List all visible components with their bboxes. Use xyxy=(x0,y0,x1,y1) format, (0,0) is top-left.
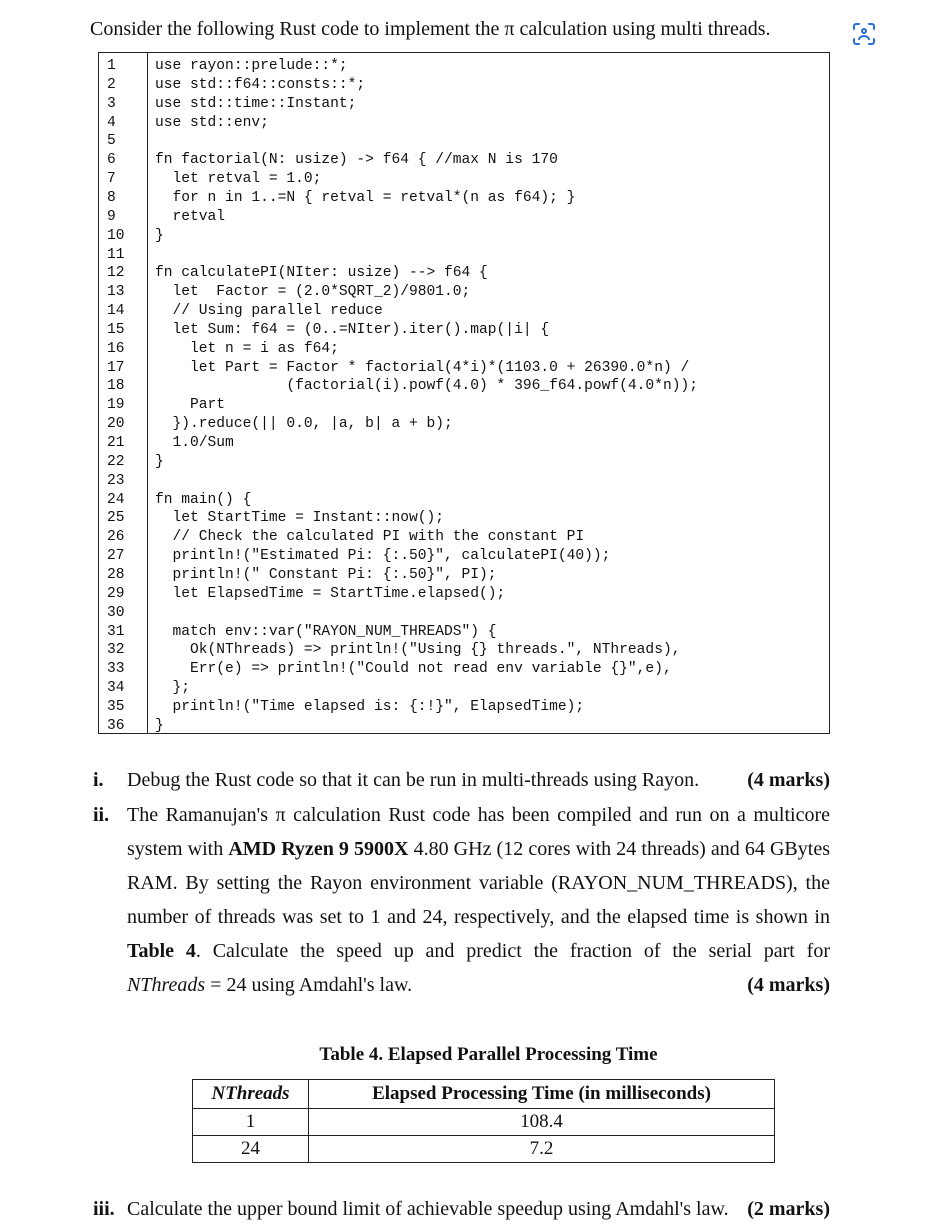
question-line: The Ramanujan's π calculation Rust code has been compiled and run on a multicore xyxy=(127,804,830,826)
line-number: 5 xyxy=(107,133,116,150)
code-line xyxy=(99,717,831,736)
code-line xyxy=(99,566,831,585)
code-line xyxy=(99,283,831,302)
time-cell: 108.4 xyxy=(309,1109,775,1136)
code-line xyxy=(99,396,831,415)
code-line xyxy=(99,641,831,660)
line-number: 14 xyxy=(107,303,125,320)
code-line xyxy=(99,340,831,359)
results-table xyxy=(192,1079,775,1163)
line-number: 3 xyxy=(107,95,116,112)
question-marks: (4 marks) xyxy=(747,974,830,996)
question-marks: (4 marks) xyxy=(747,769,830,791)
line-number: 33 xyxy=(107,661,125,678)
code-line xyxy=(99,604,831,623)
question-line: number of threads was set to 1 and 24, respectively, and the elapsed time is shown in xyxy=(127,906,830,928)
code-text: Part xyxy=(155,397,226,414)
line-number: 35 xyxy=(107,698,125,715)
question-number: ii. xyxy=(93,804,110,826)
line-number: 16 xyxy=(107,340,125,357)
code-text: use std::time::Instant; xyxy=(155,95,357,112)
code-line xyxy=(99,302,831,321)
code-text: let retval = 1.0; xyxy=(155,171,322,188)
code-text: } xyxy=(155,453,164,470)
code-line xyxy=(99,359,831,378)
code-line xyxy=(99,453,831,472)
scan-text-icon[interactable] xyxy=(852,22,876,46)
code-text: let Sum: f64 = (0..=NIter).iter().map(|i| { xyxy=(155,321,550,338)
line-number: 34 xyxy=(107,680,125,697)
line-number: 1 xyxy=(107,58,116,74)
line-number: 4 xyxy=(107,114,116,131)
code-text: match env::var("RAYON_NUM_THREADS") { xyxy=(155,623,497,640)
time-cell: 7.2 xyxy=(309,1136,775,1163)
code-text: retval xyxy=(155,208,226,225)
threads-cell: 1 xyxy=(193,1109,309,1136)
code-text: } xyxy=(155,227,164,244)
table-title: Table 4. Elapsed Parallel Processing Time xyxy=(319,1044,658,1065)
code-listing xyxy=(98,52,830,734)
line-number: 24 xyxy=(107,491,125,508)
code-line xyxy=(99,189,831,208)
code-text: use std::env; xyxy=(155,114,269,131)
line-number: 11 xyxy=(107,246,125,263)
code-line xyxy=(99,415,831,434)
line-number: 12 xyxy=(107,265,125,282)
code-line xyxy=(99,509,831,528)
code-line xyxy=(99,132,831,151)
line-number: 2 xyxy=(107,76,116,93)
line-number: 17 xyxy=(107,359,125,376)
question-ii xyxy=(93,798,830,1008)
line-number: 29 xyxy=(107,585,125,602)
line-number: 32 xyxy=(107,642,125,659)
code-text: (factorial(i).powf(4.0) * 396_f64.powf(4.0*n)); xyxy=(155,378,698,395)
code-line xyxy=(99,321,831,340)
code-line xyxy=(99,151,831,170)
line-number: 30 xyxy=(107,604,125,621)
code-text: Ok(NThreads) => println!("Using {} threads.", NThreads), xyxy=(155,642,681,659)
column-header-threads: NThreads xyxy=(193,1080,309,1109)
code-line xyxy=(99,227,831,246)
code-line xyxy=(99,528,831,547)
code-line xyxy=(99,377,831,396)
code-line xyxy=(99,95,831,114)
line-number: 7 xyxy=(107,171,116,188)
code-line xyxy=(99,585,831,604)
line-number: 25 xyxy=(107,510,125,527)
code-line xyxy=(99,208,831,227)
code-text: let n = i as f64; xyxy=(155,340,339,357)
line-number: 13 xyxy=(107,284,125,301)
code-line xyxy=(99,264,831,283)
line-number: 22 xyxy=(107,453,125,470)
question-number: i. xyxy=(93,769,104,791)
question-number: iii. xyxy=(93,1198,115,1220)
column-header-time: Elapsed Processing Time (in milliseconds) xyxy=(309,1080,775,1109)
code-text: // Using parallel reduce xyxy=(155,303,383,320)
code-text: fn factorial(N: usize) -> f64 { //max N is 170 xyxy=(155,152,558,169)
code-text: fn main() { xyxy=(155,491,252,508)
code-line xyxy=(99,660,831,679)
table-row xyxy=(193,1109,775,1136)
question-text: Debug the Rust code so that it can be run in multi-threads using Rayon. xyxy=(127,769,700,791)
code-text: // Check the calculated PI with the constant PI xyxy=(155,529,585,546)
code-text: println!("Estimated Pi: {:.50}", calculatePI(40)); xyxy=(155,548,611,565)
line-number: 19 xyxy=(107,397,125,414)
line-number: 18 xyxy=(107,378,125,395)
code-text: use rayon::prelude::*; xyxy=(155,58,348,74)
line-number: 6 xyxy=(107,152,116,169)
code-text: use std::f64::consts::*; xyxy=(155,76,366,93)
line-number: 10 xyxy=(107,227,125,244)
line-number: 27 xyxy=(107,548,125,565)
code-line xyxy=(99,472,831,491)
code-line xyxy=(99,170,831,189)
intro-text: Consider the following Rust code to implement the π calculation using multi threads. xyxy=(90,18,771,40)
question-text: Calculate the upper bound limit of achievable speedup using Amdahl's law. xyxy=(127,1198,729,1220)
line-number: 15 xyxy=(107,321,125,338)
code-line xyxy=(99,698,831,717)
code-line xyxy=(99,547,831,566)
code-line xyxy=(99,114,831,133)
code-line xyxy=(99,623,831,642)
line-number: 26 xyxy=(107,529,125,546)
line-number: 23 xyxy=(107,472,125,489)
line-number: 31 xyxy=(107,623,125,640)
code-text: 1.0/Sum xyxy=(155,435,234,451)
code-text: println!(" Constant Pi: {:.50}", PI); xyxy=(155,566,497,583)
table-row xyxy=(193,1136,775,1163)
code-line xyxy=(99,434,831,453)
code-line xyxy=(99,76,831,95)
line-number: 36 xyxy=(107,717,125,734)
line-number: 28 xyxy=(107,566,125,583)
code-text: let ElapsedTime = StartTime.elapsed(); xyxy=(155,585,506,602)
question-line: RAM. By setting the Rayon environment variable (RAYON_NUM_THREADS), the xyxy=(127,872,830,894)
code-text: fn calculatePI(NIter: usize) --> f64 { xyxy=(155,265,488,282)
line-number: 9 xyxy=(107,208,116,225)
code-text: }; xyxy=(155,680,191,697)
code-text: let Factor = (2.0*SQRT_2)/9801.0; xyxy=(155,284,471,301)
line-number: 20 xyxy=(107,416,125,433)
code-line xyxy=(99,491,831,510)
question-marks: (2 marks) xyxy=(747,1198,830,1220)
code-text: for n in 1..=N { retval = retval*(n as f64); } xyxy=(155,189,576,206)
code-line xyxy=(99,679,831,698)
code-line xyxy=(99,246,831,265)
code-text: println!("Time elapsed is: {:!}", ElapsedTime); xyxy=(155,698,585,715)
question-line: Table 4. Calculate the speed up and predict the fraction of the serial part for xyxy=(127,940,830,962)
code-text: let Part = Factor * factorial(4*i)*(1103.0 + 26390.0*n) / xyxy=(155,359,690,376)
line-number: 8 xyxy=(107,189,116,206)
code-text: } xyxy=(155,717,164,734)
question-line: system with AMD Ryzen 9 5900X 4.80 GHz (12 cores with 24 threads) and 64 GBytes xyxy=(127,838,830,860)
code-line xyxy=(99,57,831,76)
line-number: 21 xyxy=(107,435,125,451)
code-text: }).reduce(|| 0.0, |a, b| a + b); xyxy=(155,416,453,433)
code-text: let StartTime = Instant::now(); xyxy=(155,510,445,527)
question-line: NThreads = 24 using Amdahl's law. (4 marks) xyxy=(127,968,830,1002)
code-text: Err(e) => println!("Could not read env variable {}",e), xyxy=(155,661,672,678)
threads-cell: 24 xyxy=(193,1136,309,1163)
